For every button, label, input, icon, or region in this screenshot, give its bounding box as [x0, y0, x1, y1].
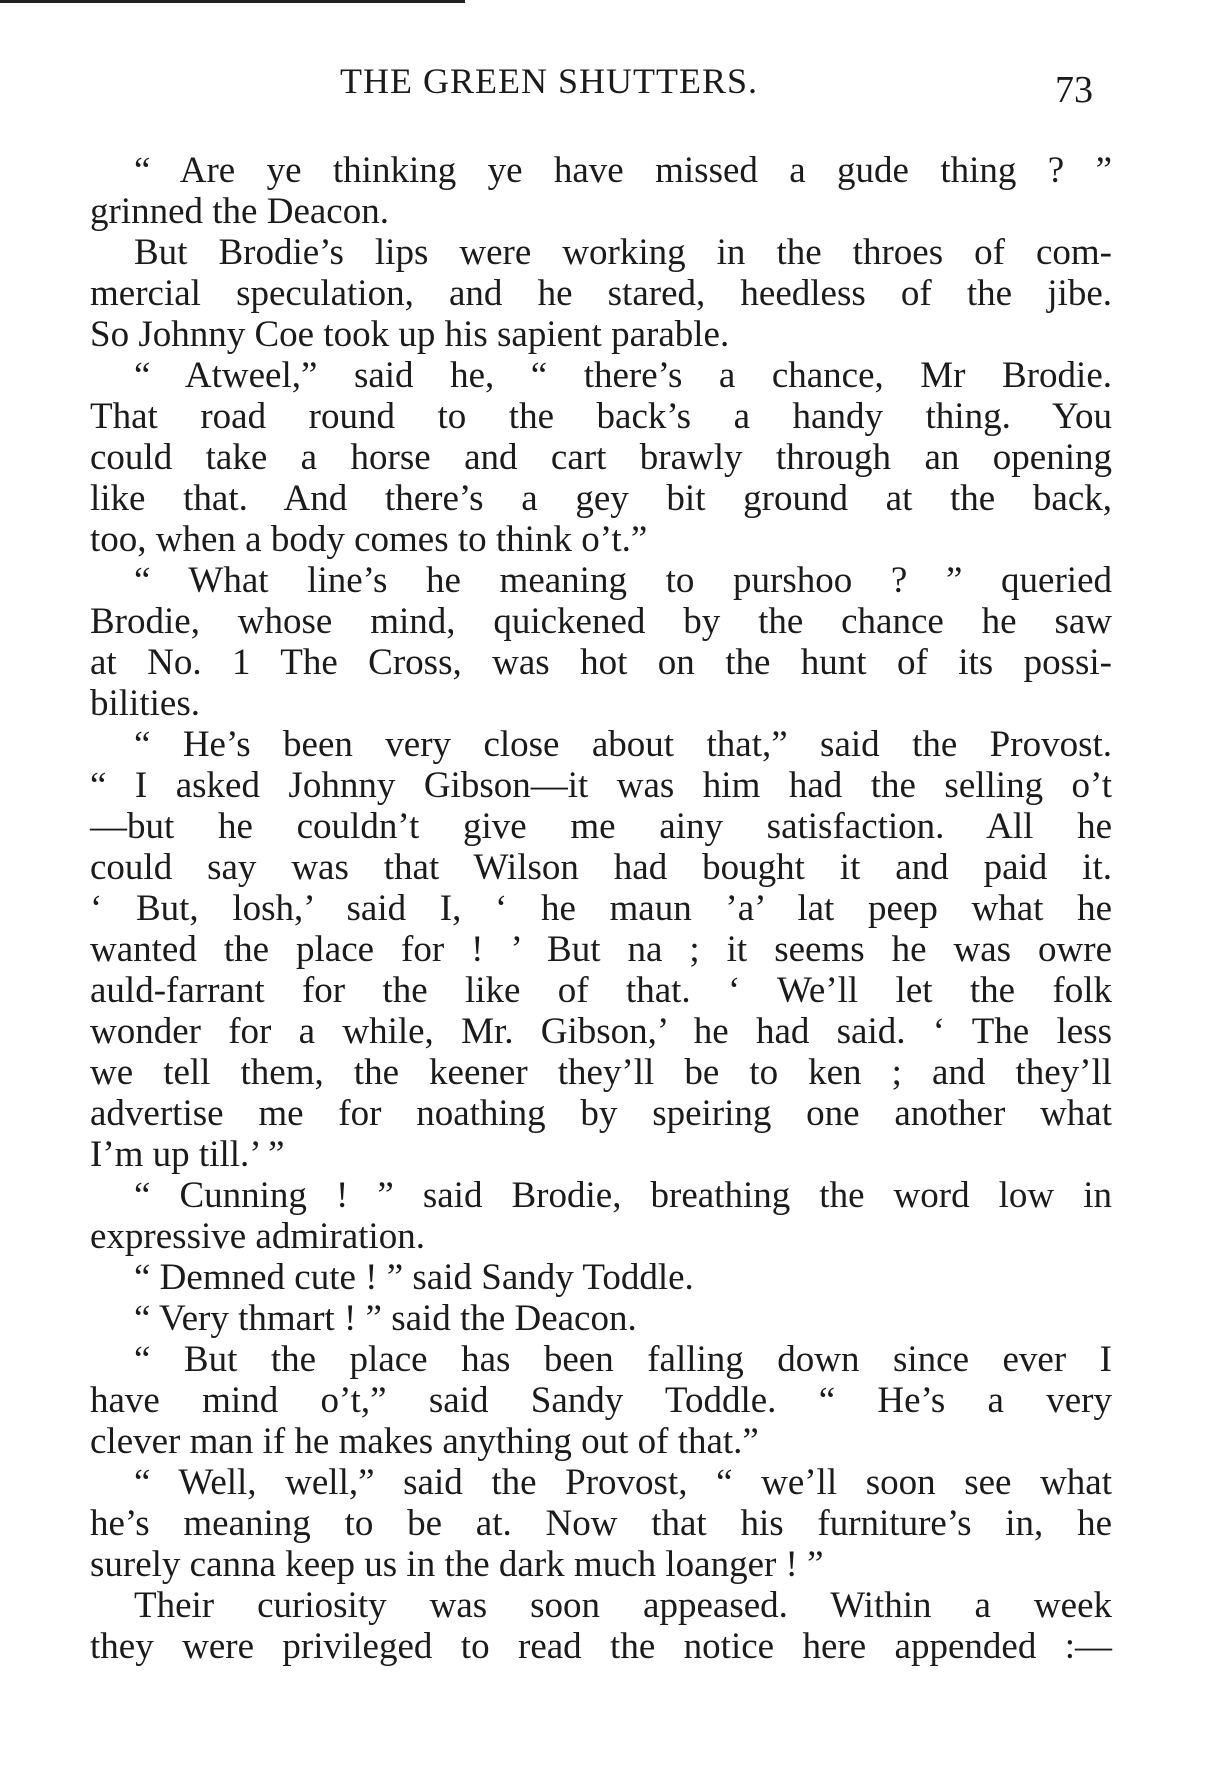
text-line: Brodie, whose mind, quickened by the chance he saw	[90, 601, 1112, 642]
text-line: we tell them, the keener they’ll be to ken ; and they’ll	[90, 1052, 1112, 1093]
text-line: advertise me for noathing by speiring one another what	[90, 1093, 1112, 1134]
text-line: expressive admiration.	[90, 1216, 425, 1257]
text-line: they were privileged to read the notice here appended :—	[90, 1626, 1112, 1667]
text-line: too, when a body comes to think o’t.”	[90, 519, 648, 560]
text-line: So Johnny Coe took up his sapient parable.	[90, 314, 730, 355]
running-title: THE GREEN SHUTTERS.	[340, 61, 758, 101]
text-line: “ He’s been very close about that,” said the Provost.	[134, 724, 1112, 765]
text-line: “ But the place has been falling down since ever I	[134, 1339, 1112, 1380]
text-line: he’s meaning to be at. Now that his furniture’s in, he	[90, 1503, 1112, 1544]
text-line: bilities.	[90, 683, 200, 724]
text-line: wonder for a while, Mr. Gibson,’ he had said. ‘ The less	[90, 1011, 1112, 1052]
text-line: grinned the Deacon.	[90, 191, 389, 232]
text-line: “ Are ye thinking ye have missed a gude thing ? ”	[134, 150, 1112, 191]
page-header	[0, 60, 1211, 110]
text-line: I’m up till.’ ”	[90, 1134, 285, 1175]
text-line: “ Cunning ! ” said Brodie, breathing the word low in	[134, 1175, 1112, 1216]
text-line: surely canna keep us in the dark much loanger ! ”	[90, 1544, 824, 1585]
text-line: “ Very thmart ! ” said the Deacon.	[134, 1298, 637, 1339]
text-line: That road round to the back’s a handy thing. You	[90, 396, 1112, 437]
text-line: “ Atweel,” said he, “ there’s a chance, Mr Brodie.	[134, 355, 1112, 396]
text-line: mercial speculation, and he stared, heedless of the jibe.	[90, 273, 1112, 314]
text-line: —but he couldn’t give me ainy satisfaction. All he	[90, 806, 1112, 847]
text-line: could take a horse and cart brawly through an opening	[90, 437, 1112, 478]
text-line: at No. 1 The Cross, was hot on the hunt of its possi-	[90, 642, 1112, 683]
text-line: clever man if he makes anything out of that.”	[90, 1421, 759, 1462]
text-line: But Brodie’s lips were working in the throes of com-	[134, 232, 1112, 273]
text-line: auld-farrant for the like of that. ‘ We’ll let the folk	[90, 970, 1112, 1011]
text-line: “ Well, well,” said the Provost, “ we’ll soon see what	[134, 1462, 1112, 1503]
text-line: “ I asked Johnny Gibson—it was him had the selling o’t	[90, 765, 1112, 806]
text-line: “ Demned cute ! ” said Sandy Toddle.	[134, 1257, 694, 1298]
text-line: have mind o’t,” said Sandy Toddle. “ He’s a very	[90, 1380, 1112, 1421]
text-line: wanted the place for ! ’ But na ; it seems he was owre	[90, 929, 1112, 970]
body-text	[90, 150, 1112, 1667]
text-line: Their curiosity was soon appeased. Within a week	[134, 1585, 1112, 1626]
text-line: “ What line’s he meaning to purshoo ? ” queried	[134, 560, 1112, 601]
text-line: could say was that Wilson had bought it and paid it.	[90, 847, 1112, 888]
top-border-rule	[0, 0, 465, 3]
page-number: 73	[1055, 69, 1093, 111]
text-line: like that. And there’s a gey bit ground at the back,	[90, 478, 1112, 519]
text-line: ‘ But, losh,’ said I, ‘ he maun ’a’ lat peep what he	[90, 888, 1112, 929]
